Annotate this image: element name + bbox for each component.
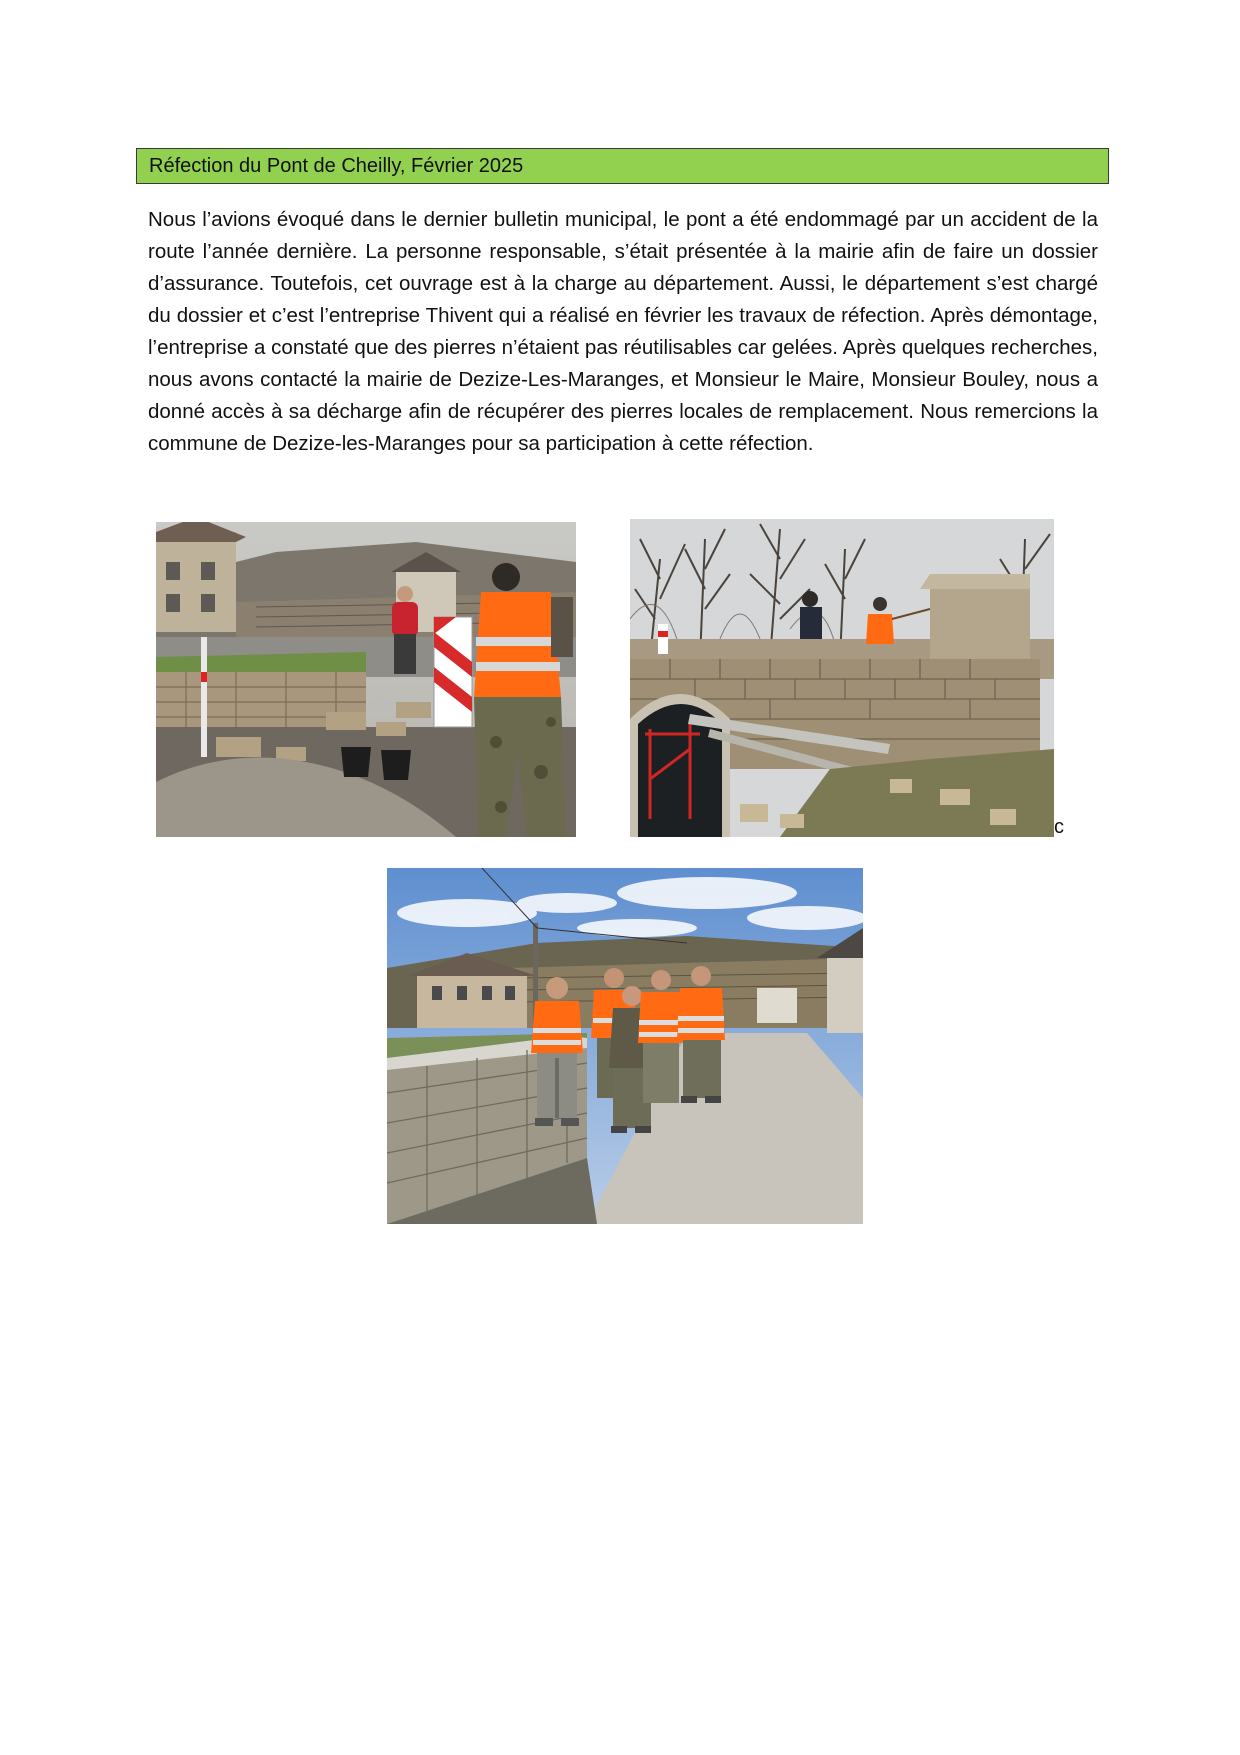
stray-character: c bbox=[1054, 816, 1064, 838]
section-title: Réfection du Pont de Cheilly, Février 2025 bbox=[149, 155, 524, 177]
photo-team-on-bridge bbox=[387, 868, 863, 1224]
photo-bridge-arch-repair bbox=[630, 519, 1054, 837]
article-paragraph: Nous l’avions évoqué dans le dernier bulletin municipal, le pont a été endommagé par un accident de la route l’année dernière. La personne responsable, s’était présentée à la mairie afin de faire un dossier d’assurance. Toutefois, cet ouvrage est à la charge au département. Aussi, le département s’est chargé du dossier et c’est l’entreprise Thivent qui a réalisé en février les travaux de réfection. Après démontage, l’entreprise a constaté que des pierres n’étaient pas réutilisables car gelées. Après quelques recherches, nous avons contacté la mairie de Dezize-Les-Maranges, et Monsieur le Maire, Monsieur Bouley, nous a donné accès à sa décharge afin de récupérer des pierres locales de remplacement. Nous remercions la commune de Dezize-les-Maranges pour sa participation à cette réfection. bbox=[148, 208, 1098, 455]
section-header-bar bbox=[136, 148, 1109, 184]
photo-dismantling-works bbox=[156, 522, 576, 837]
